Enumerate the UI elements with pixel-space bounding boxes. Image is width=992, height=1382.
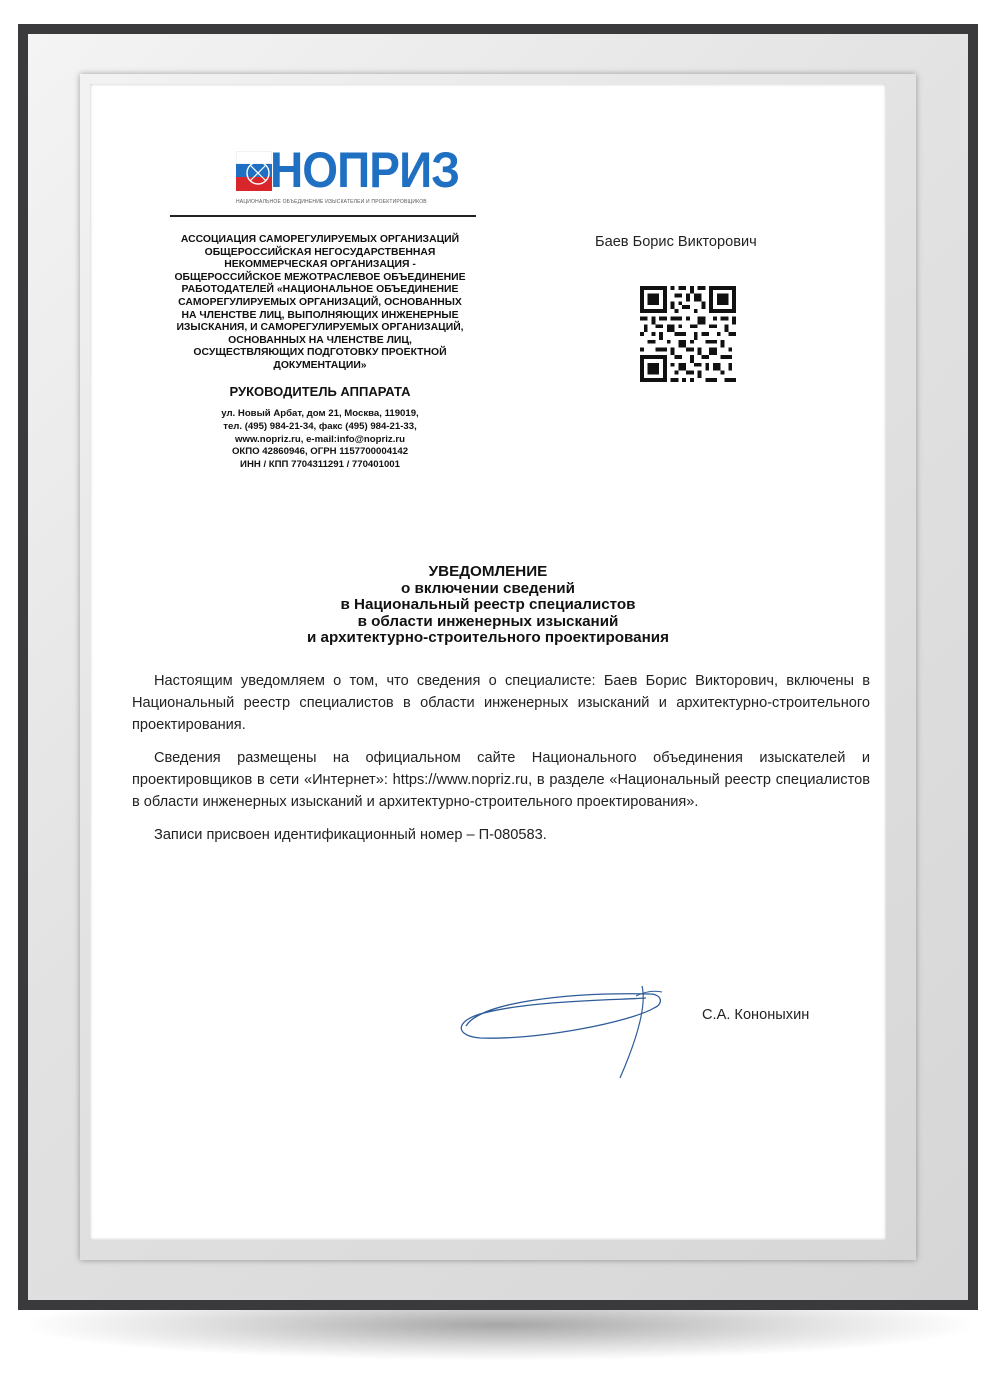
title-line: в Национальный реестр специалистов <box>340 596 636 613</box>
org-line: РАБОТОДАТЕЛЕЙ «НАЦИОНАЛЬНОЕ ОБЪЕДИНЕНИЕ <box>181 284 459 296</box>
address-line: тел. (495) 984-21-34, факс (495) 984-21-33, <box>223 420 417 432</box>
qr-code-icon <box>640 286 736 382</box>
organization-name <box>160 234 480 373</box>
picture-frame <box>18 24 978 1310</box>
body-paragraph: Записи присвоен идентификационный номер – П-080583. <box>154 827 547 843</box>
document-title <box>90 564 886 647</box>
header-rule <box>170 215 476 217</box>
certificate-document <box>90 84 886 1240</box>
org-line: ДОКУМЕНТАЦИИ» <box>273 359 367 371</box>
document-body <box>132 670 870 857</box>
logo-subtitle: НАЦИОНАЛЬНОЕ ОБЪЕДИНЕНИЕ ИЗЫСКАТЕЛЕЙ И ПРОЕКТИРОВЩИКОВ <box>236 199 427 205</box>
logo-flag-icon <box>236 151 272 191</box>
title-line: о включении сведений <box>401 579 575 597</box>
handwritten-signature <box>450 982 670 1092</box>
org-line: АССОЦИАЦИЯ САМОРЕГУЛИРУЕМЫХ ОРГАНИЗАЦИЙ <box>180 234 460 245</box>
org-line: ОБЩЕРОССИЙСКАЯ НЕГОСУДАРСТВЕННАЯ <box>204 246 436 258</box>
org-line: ОСУЩЕСТВЛЯЮЩИХ ПОДГОТОВКУ ПРОЕКТНОЙ <box>193 347 447 359</box>
title-line: в области инженерных изысканий <box>357 612 619 630</box>
body-paragraph: Настоящим уведомляем о том, что сведения о специалисте: Баев Борис Викторович, включены в Национальный реестр специалистов в области инженерных изысканий и архитектурно-строительного проектирования. <box>132 673 870 733</box>
address-line: ИНН / КПП 7704311291 / 770401001 <box>240 459 400 471</box>
address-line: www.nopriz.ru, e-mail:info@nopriz.ru <box>235 433 405 445</box>
department-title: РУКОВОДИТЕЛЬ АППАРАТА <box>229 384 411 399</box>
title-line: УВЕДОМЛЕНИЕ <box>428 563 548 580</box>
address-block <box>160 408 480 472</box>
org-line: НЕКОММЕРЧЕСКАЯ ОРГАНИЗАЦИЯ - <box>224 259 416 271</box>
org-line: ИЗЫСКАНИЯ, И САМОРЕГУЛИРУЕМЫХ ОРГАНИЗАЦИЙ, <box>176 322 464 334</box>
body-paragraph: Сведения размещены на официальном сайте Национального объединения изыскателей и проектировщиков в сети «Интернет»: https://www.nopriz.ru, в разделе «Национальный реестр специалистов в области инженерных изысканий и архитектурно-строительного проектирования». <box>132 750 870 810</box>
org-line: НА ЧЛЕНСТВЕ ЛИЦ, ВЫПОЛНЯЮЩИХ ИНЖЕНЕРНЫЕ <box>181 309 459 321</box>
title-line: и архитектурно-строительного проектирования <box>307 629 669 646</box>
address-line: ул. Новый Арбат, дом 21, Москва, 119019, <box>221 408 419 419</box>
recipient-name: Баев Борис Викторович <box>595 234 757 250</box>
logo-wordmark: НОПРИЗ <box>270 142 460 198</box>
org-line: ОСНОВАННЫХ НА ЧЛЕНСТВЕ ЛИЦ, <box>228 334 412 346</box>
org-line: САМОРЕГУЛИРУЕМЫХ ОРГАНИЗАЦИЙ, ОСНОВАННЫХ <box>178 296 462 308</box>
signer-name: С.А. Кононыхин <box>702 1007 810 1023</box>
org-line: ОБЩЕРОССИЙСКОЕ МЕЖОТРАСЛЕВОЕ ОБЪЕДИНЕНИЕ <box>174 271 466 283</box>
address-line: ОКПО 42860946, ОГРН 1157700004142 <box>231 446 409 458</box>
nopriz-logo <box>236 142 476 217</box>
